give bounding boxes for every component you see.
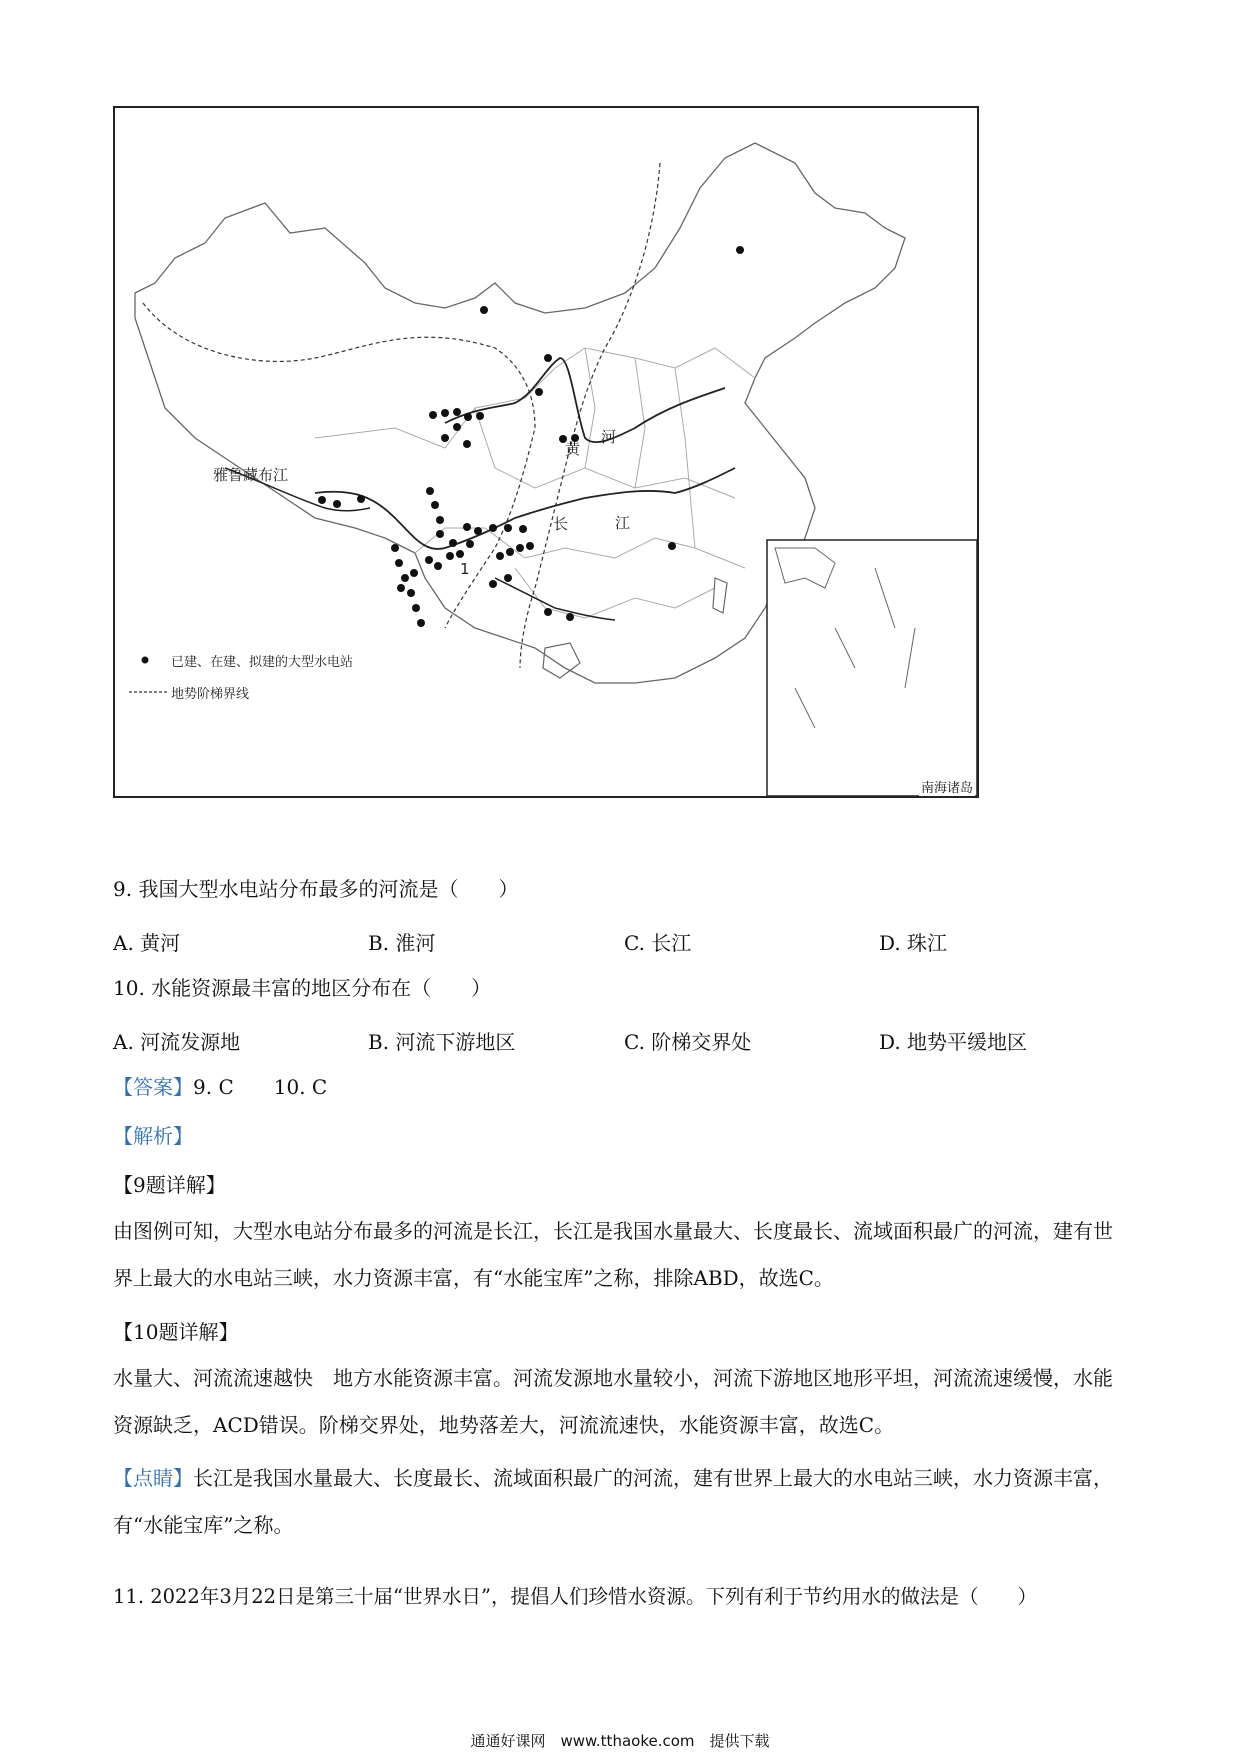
q9-option-a: A. 黄河 (113, 931, 181, 955)
hydropower-station-dot (519, 525, 527, 533)
hydropower-station-dot (417, 619, 425, 627)
hydropower-station-dot (464, 413, 472, 421)
hydropower-station-dot (506, 548, 514, 556)
hydropower-station-dot (412, 604, 420, 612)
hydropower-station-dot (504, 574, 512, 582)
answer-label: 【答案】 (113, 1075, 193, 1099)
hydropower-station-dot (466, 540, 474, 548)
tip-paragraph (113, 1455, 1123, 1549)
hydropower-station-dot (516, 544, 524, 552)
legend-station-symbol (142, 657, 149, 664)
analysis-label: 【解析】 (113, 1124, 193, 1148)
hydropower-station-dot (429, 411, 437, 419)
hydropower-station-dot (474, 527, 482, 535)
hydropower-station-dot (401, 574, 409, 582)
hydropower-station-dot (463, 440, 471, 448)
hydropower-station-dot (431, 501, 439, 509)
hydropower-station-dot (668, 542, 676, 550)
hydropower-station-dot (456, 550, 464, 558)
q9-option-d: D. 珠江 (879, 931, 948, 955)
label-one: 1 (460, 560, 470, 578)
hydropower-station-dot (736, 246, 744, 254)
page-footer: 通通好课网 www.tthaoke.com 提供下载 (470, 1732, 770, 1750)
hydropower-station-dot (436, 530, 444, 538)
hydropower-station-dot (544, 608, 552, 616)
q9-detail-heading: 【9题详解】 (113, 1173, 226, 1197)
hydropower-station-dot (566, 613, 574, 621)
tip-body: 长江是我国水量最大、长度最长、流域面积最广的河流，建有世界上最大的水电站三峡，水力资源丰富，有“水能宝库”之称。 (113, 1466, 1113, 1537)
taiwan-island (713, 578, 727, 613)
yellow-river (445, 358, 725, 442)
label-yarlung-zangbo: 雅鲁藏布江 (213, 466, 289, 484)
hydropower-station-dot (441, 434, 449, 442)
hydropower-station-dot (391, 544, 399, 552)
q9-option-c: C. 长江 (624, 931, 692, 955)
hydropower-station-dot (441, 409, 449, 417)
label-jiang: 江 (615, 514, 631, 532)
tip-label: 【点睛】 (113, 1466, 193, 1490)
answer-text: 9. C 10. C (193, 1075, 328, 1099)
label-huang: 黄 (565, 440, 581, 458)
hydropower-station-dot (407, 589, 415, 597)
hydropower-station-dot (453, 408, 461, 416)
hydropower-station-dot (489, 580, 497, 588)
q9-option-b: B. 淮河 (368, 931, 436, 955)
label-he: 河 (601, 428, 617, 446)
label-chang: 长 (553, 515, 569, 533)
answer-line (113, 1075, 327, 1099)
south-china-sea-inset (767, 540, 977, 796)
hydropower-station-dot (318, 496, 326, 504)
hydropower-station-dot (526, 542, 534, 550)
hydropower-station-dot (434, 562, 442, 570)
q11-stem: 11. 2022年3月22日是第三十届“世界水日”，提倡人们珍惜水资源。下列有利于节约用水的做法是（ ） (113, 1585, 1037, 1608)
q10-stem: 10. 水能资源最丰富的地区分布在（ ） (113, 976, 492, 1000)
hydropower-station-dot (489, 524, 497, 532)
terrain-step-boundary (520, 163, 660, 668)
hydropower-station-dot (357, 495, 365, 503)
hydropower-station-dot (535, 388, 543, 396)
q10-option-a: A. 河流发源地 (113, 1030, 241, 1054)
hydropower-station-dot (425, 556, 433, 564)
hydropower-station-dot (463, 523, 471, 531)
q10-option-c: C. 阶梯交界处 (624, 1030, 752, 1054)
hydropower-station-dot (426, 487, 434, 495)
q9-stem: 9. 我国大型水电站分布最多的河流是（ ） (113, 877, 519, 901)
hydropower-station-dot (395, 559, 403, 567)
hydropower-station-dot (496, 552, 504, 560)
legend-station-text: 已建、在建、拟建的大型水电站 (171, 655, 354, 670)
terrain-step-boundary (143, 303, 535, 628)
q10-detail-heading: 【10题详解】 (113, 1320, 239, 1344)
q9-detail-body: 由图例可知，大型水电站分布最多的河流是长江，长江是我国水量最大、长度最长、流域面积最广的河流，建有世界上最大的水电站三峡，水力资源丰富，有“水能宝库”之称，排除ABD，故选C。 (113, 1219, 1113, 1290)
hydropower-station-dot (397, 584, 405, 592)
legend-boundary-text: 地势阶梯界线 (171, 687, 250, 702)
china-hydropower-map (113, 106, 979, 798)
q10-detail-body: 水量大、河流流速越快 地方水能资源丰富。河流发源地水量较小，河流下游地区地形平坦，河流流速缓慢，水能资源缺乏，ACD错误。阶梯交界处，地势落差大，河流流速快，水能资源丰富，故选C。 (113, 1366, 1113, 1437)
hydropower-stations (318, 246, 744, 627)
hydropower-station-dot (446, 552, 454, 560)
hydropower-station-dot (544, 354, 552, 362)
hydropower-station-dot (410, 569, 418, 577)
q10-option-b: B. 河流下游地区 (368, 1030, 516, 1054)
inset-label: 南海诸岛 (919, 777, 975, 796)
hydropower-station-dot (449, 539, 457, 547)
q10-option-d: D. 地势平缓地区 (879, 1030, 1028, 1054)
hydropower-station-dot (436, 516, 444, 524)
hydropower-station-dot (504, 524, 512, 532)
hydropower-station-dot (476, 412, 484, 420)
hydropower-station-dot (480, 306, 488, 314)
hydropower-station-dot (453, 423, 461, 431)
hydropower-station-dot (333, 500, 341, 508)
